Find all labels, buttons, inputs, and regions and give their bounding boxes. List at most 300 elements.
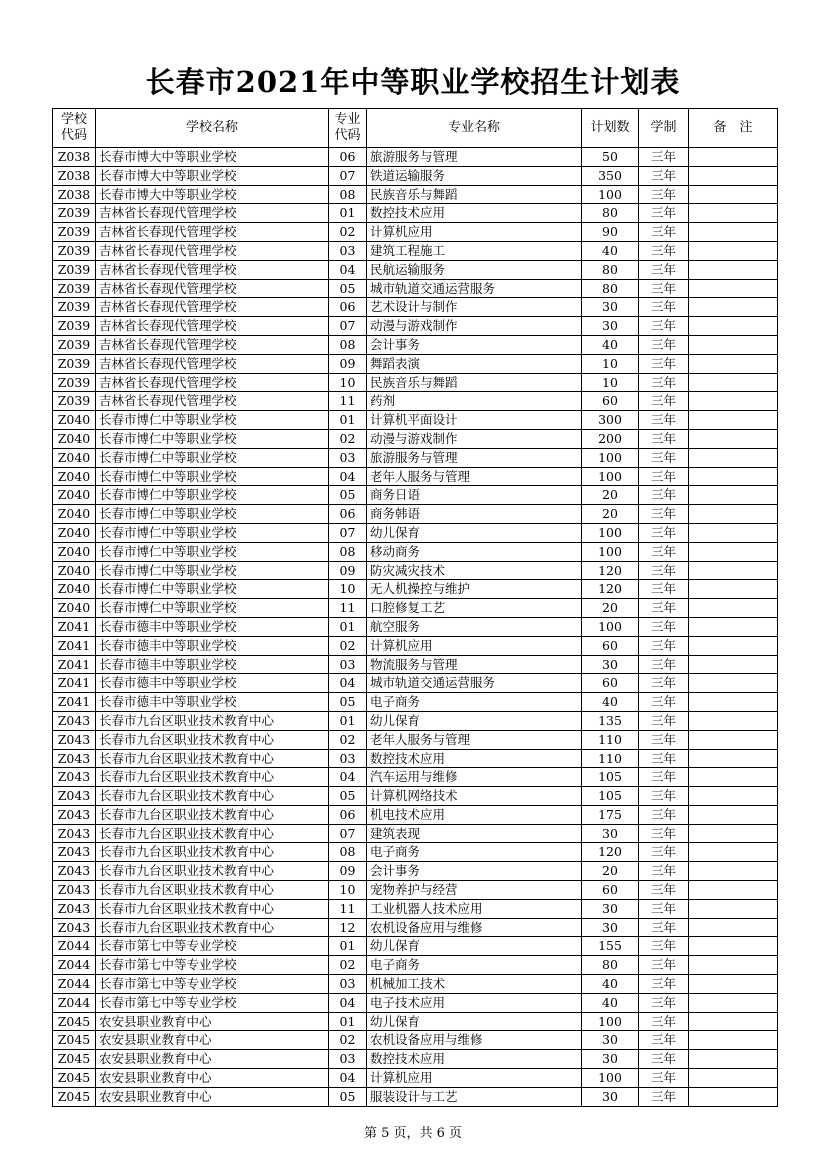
school-code-cell: Z039: [53, 260, 96, 279]
table-row: [53, 429, 778, 448]
table-row: [53, 711, 778, 730]
major-name-cell: 计算机应用: [367, 636, 582, 655]
table-row: [53, 1050, 778, 1069]
school-code-cell: Z043: [53, 787, 96, 806]
remarks-cell: [689, 674, 778, 693]
duration-cell: 三年: [639, 674, 689, 693]
remarks-cell: [689, 693, 778, 712]
school-name-cell: 长春市九台区职业技术教育中心: [96, 881, 329, 900]
duration-cell: 三年: [639, 392, 689, 411]
school-code-cell: Z045: [53, 1031, 96, 1050]
duration-cell: 三年: [639, 411, 689, 430]
major-name-cell: 服装设计与工艺: [367, 1087, 582, 1106]
table-row: [53, 298, 778, 317]
plan-count-cell: 50: [582, 148, 639, 167]
plan-count-cell: 30: [582, 1087, 639, 1106]
table-row: [53, 881, 778, 900]
major-name-cell: 商务日语: [367, 486, 582, 505]
school-code-cell: Z040: [53, 523, 96, 542]
major-name-cell: 老年人服务与管理: [367, 467, 582, 486]
plan-count-cell: 40: [582, 975, 639, 994]
duration-cell: 三年: [639, 711, 689, 730]
duration-cell: 三年: [639, 975, 689, 994]
school-code-cell: Z045: [53, 1050, 96, 1069]
table-row: [53, 937, 778, 956]
major-code-cell: 07: [329, 166, 367, 185]
major-name-cell: 幼儿保育: [367, 711, 582, 730]
plan-count-cell: 100: [582, 185, 639, 204]
table-row: [53, 204, 778, 223]
major-name-cell: 民航运输服务: [367, 260, 582, 279]
major-name-cell: 电子商务: [367, 956, 582, 975]
major-code-cell: 05: [329, 693, 367, 712]
duration-cell: 三年: [639, 730, 689, 749]
school-name-cell: 吉林省长春现代管理学校: [96, 260, 329, 279]
table-row: [53, 1087, 778, 1106]
school-code-cell: Z038: [53, 166, 96, 185]
remarks-cell: [689, 730, 778, 749]
major-name-cell: 数控技术应用: [367, 1050, 582, 1069]
plan-count-cell: 110: [582, 730, 639, 749]
duration-cell: 三年: [639, 260, 689, 279]
school-code-cell: Z040: [53, 429, 96, 448]
school-name-cell: 长春市博仁中等职业学校: [96, 505, 329, 524]
duration-cell: 三年: [639, 824, 689, 843]
major-name-cell: 机械加工技术: [367, 975, 582, 994]
major-code-cell: 01: [329, 411, 367, 430]
remarks-cell: [689, 580, 778, 599]
major-name-cell: 计算机网络技术: [367, 787, 582, 806]
school-name-cell: 吉林省长春现代管理学校: [96, 317, 329, 336]
school-name-cell: 长春市博仁中等职业学校: [96, 542, 329, 561]
duration-cell: 三年: [639, 505, 689, 524]
major-code-cell: 01: [329, 617, 367, 636]
plan-count-cell: 100: [582, 523, 639, 542]
major-name-cell: 计算机应用: [367, 1069, 582, 1088]
school-name-cell: 长春市博仁中等职业学校: [96, 467, 329, 486]
table-row: [53, 542, 778, 561]
table-row: [53, 1031, 778, 1050]
school-name-cell: 长春市九台区职业技术教育中心: [96, 768, 329, 787]
duration-cell: 三年: [639, 486, 689, 505]
table-row: [53, 636, 778, 655]
remarks-cell: [689, 354, 778, 373]
plan-count-cell: 350: [582, 166, 639, 185]
page-title: 长春市2021年中等职业学校招生计划表: [145, 65, 681, 99]
table-row: [53, 335, 778, 354]
major-code-cell: 09: [329, 354, 367, 373]
school-code-cell: Z039: [53, 354, 96, 373]
school-name-cell: 长春市博仁中等职业学校: [96, 561, 329, 580]
school-name-cell: 吉林省长春现代管理学校: [96, 335, 329, 354]
school-name-cell: 长春市九台区职业技术教育中心: [96, 787, 329, 806]
school-code-cell: Z043: [53, 918, 96, 937]
header-row: [53, 109, 778, 148]
plan-count-cell: 30: [582, 918, 639, 937]
remarks-cell: [689, 486, 778, 505]
school-name-cell: 农安县职业教育中心: [96, 1069, 329, 1088]
school-name-cell: 农安县职业教育中心: [96, 1031, 329, 1050]
table-row: [53, 561, 778, 580]
remarks-cell: [689, 843, 778, 862]
remarks-cell: [689, 166, 778, 185]
school-name-cell: 长春市德丰中等职业学校: [96, 636, 329, 655]
remarks-cell: [689, 599, 778, 618]
table-row: [53, 655, 778, 674]
major-name-cell: 计算机应用: [367, 223, 582, 242]
major-code-cell: 07: [329, 523, 367, 542]
remarks-cell: [689, 279, 778, 298]
remarks-cell: [689, 148, 778, 167]
major-name-cell: 工业机器人技术应用: [367, 899, 582, 918]
school-code-cell: Z043: [53, 711, 96, 730]
major-name-cell: 动漫与游戏制作: [367, 429, 582, 448]
remarks-cell: [689, 1031, 778, 1050]
school-code-cell: Z043: [53, 899, 96, 918]
school-name-cell: 农安县职业教育中心: [96, 1050, 329, 1069]
duration-cell: 三年: [639, 298, 689, 317]
major-name-cell: 会计事务: [367, 335, 582, 354]
school-name-cell: 长春市博仁中等职业学校: [96, 411, 329, 430]
school-code-cell: Z041: [53, 674, 96, 693]
major-code-cell: 05: [329, 279, 367, 298]
remarks-cell: [689, 1050, 778, 1069]
table-row: [53, 749, 778, 768]
major-code-cell: 01: [329, 204, 367, 223]
plan-count-cell: 20: [582, 599, 639, 618]
plan-count-cell: 100: [582, 448, 639, 467]
major-name-cell: 电子商务: [367, 843, 582, 862]
duration-cell: 三年: [639, 805, 689, 824]
page-number: 第 5 页，共 6 页: [363, 1126, 463, 1141]
plan-count-cell: 60: [582, 636, 639, 655]
school-code-cell: Z040: [53, 599, 96, 618]
school-code-cell: Z039: [53, 223, 96, 242]
school-code-cell: Z043: [53, 730, 96, 749]
school-code-cell: Z040: [53, 580, 96, 599]
duration-cell: 三年: [639, 523, 689, 542]
school-name-cell: 长春市德丰中等职业学校: [96, 674, 329, 693]
duration-cell: 三年: [639, 636, 689, 655]
school-code-cell: Z040: [53, 467, 96, 486]
major-code-cell: 11: [329, 899, 367, 918]
duration-cell: 三年: [639, 956, 689, 975]
major-name-cell: 艺术设计与制作: [367, 298, 582, 317]
major-code-cell: 01: [329, 711, 367, 730]
plan-count-cell: 40: [582, 241, 639, 260]
table-row: [53, 148, 778, 167]
school-name-cell: 长春市博仁中等职业学校: [96, 429, 329, 448]
major-name-cell: 航空服务: [367, 617, 582, 636]
duration-cell: 三年: [639, 655, 689, 674]
duration-cell: 三年: [639, 317, 689, 336]
remarks-cell: [689, 975, 778, 994]
remarks-cell: [689, 711, 778, 730]
table-row: [53, 599, 778, 618]
remarks-cell: [689, 805, 778, 824]
table-row: [53, 448, 778, 467]
plan-count-cell: 40: [582, 993, 639, 1012]
major-code-cell: 02: [329, 223, 367, 242]
school-code-cell: Z039: [53, 241, 96, 260]
school-name-cell: 长春市九台区职业技术教育中心: [96, 899, 329, 918]
duration-cell: 三年: [639, 148, 689, 167]
school-code-cell: Z044: [53, 937, 96, 956]
school-name-cell: 长春市九台区职业技术教育中心: [96, 749, 329, 768]
duration-cell: 三年: [639, 373, 689, 392]
plan-count-cell: 30: [582, 1031, 639, 1050]
school-code-cell: Z039: [53, 317, 96, 336]
major-code-cell: 02: [329, 730, 367, 749]
school-code-cell: Z043: [53, 749, 96, 768]
plan-count-cell: 120: [582, 843, 639, 862]
major-name-cell: 宠物养护与经营: [367, 881, 582, 900]
school-code-cell: Z041: [53, 636, 96, 655]
major-code-cell: 03: [329, 749, 367, 768]
major-code-cell: 09: [329, 561, 367, 580]
table-row: [53, 805, 778, 824]
plan-count-cell: 100: [582, 467, 639, 486]
school-name-cell: 长春市博大中等职业学校: [96, 185, 329, 204]
duration-cell: 三年: [639, 693, 689, 712]
remarks-cell: [689, 505, 778, 524]
major-name-cell: 幼儿保育: [367, 1012, 582, 1031]
plan-count-cell: 10: [582, 354, 639, 373]
school-name-cell: 长春市博仁中等职业学校: [96, 580, 329, 599]
table-row: [53, 918, 778, 937]
plan-count-cell: 155: [582, 937, 639, 956]
remarks-cell: [689, 448, 778, 467]
school-code-cell: Z043: [53, 881, 96, 900]
major-code-cell: 06: [329, 298, 367, 317]
duration-cell: 三年: [639, 768, 689, 787]
major-name-cell: 民族音乐与舞蹈: [367, 373, 582, 392]
remarks-cell: [689, 411, 778, 430]
duration-cell: 三年: [639, 241, 689, 260]
plan-count-cell: 40: [582, 693, 639, 712]
school-code-cell: Z043: [53, 768, 96, 787]
school-code-cell: Z039: [53, 279, 96, 298]
major-code-cell: 10: [329, 881, 367, 900]
table-row: [53, 166, 778, 185]
table-row: [53, 824, 778, 843]
table-row: [53, 580, 778, 599]
table-row: [53, 1069, 778, 1088]
major-code-cell: 03: [329, 975, 367, 994]
major-name-cell: 民族音乐与舞蹈: [367, 185, 582, 204]
duration-cell: 三年: [639, 862, 689, 881]
major-code-cell: 06: [329, 805, 367, 824]
plan-count-cell: 60: [582, 392, 639, 411]
table-row: [53, 392, 778, 411]
school-name-cell: 吉林省长春现代管理学校: [96, 204, 329, 223]
duration-cell: 三年: [639, 1031, 689, 1050]
major-name-cell: 汽车运用与维修: [367, 768, 582, 787]
table-row: [53, 185, 778, 204]
major-name-cell: 数控技术应用: [367, 204, 582, 223]
remarks-cell: [689, 542, 778, 561]
school-code-cell: Z043: [53, 824, 96, 843]
school-name-cell: 长春市德丰中等职业学校: [96, 655, 329, 674]
duration-cell: 三年: [639, 1069, 689, 1088]
major-name-cell: 防灾减灾技术: [367, 561, 582, 580]
school-name-cell: 长春市博仁中等职业学校: [96, 599, 329, 618]
plan-count-cell: 105: [582, 768, 639, 787]
duration-cell: 三年: [639, 561, 689, 580]
remarks-cell: [689, 1087, 778, 1106]
remarks-cell: [689, 1012, 778, 1031]
major-name-cell: 铁道运输服务: [367, 166, 582, 185]
duration-cell: 三年: [639, 749, 689, 768]
major-name-cell: 动漫与游戏制作: [367, 317, 582, 336]
table-row: [53, 241, 778, 260]
school-name-cell: 长春市九台区职业技术教育中心: [96, 730, 329, 749]
major-name-cell: 建筑表现: [367, 824, 582, 843]
school-name-cell: 长春市第七中等专业学校: [96, 975, 329, 994]
table-row: [53, 843, 778, 862]
table-row: [53, 354, 778, 373]
plan-count-cell: 100: [582, 542, 639, 561]
remarks-cell: [689, 561, 778, 580]
school-name-cell: 农安县职业教育中心: [96, 1087, 329, 1106]
school-name-cell: 长春市德丰中等职业学校: [96, 693, 329, 712]
school-code-cell: Z041: [53, 617, 96, 636]
school-code-cell: Z038: [53, 185, 96, 204]
major-code-cell: 04: [329, 993, 367, 1012]
school-code-cell: Z041: [53, 655, 96, 674]
remarks-cell: [689, 523, 778, 542]
duration-cell: 三年: [639, 185, 689, 204]
duration-cell: 三年: [639, 1012, 689, 1031]
school-name-cell: 长春市九台区职业技术教育中心: [96, 805, 329, 824]
major-code-cell: 06: [329, 148, 367, 167]
plan-count-cell: 30: [582, 824, 639, 843]
duration-cell: 三年: [639, 918, 689, 937]
major-code-cell: 03: [329, 655, 367, 674]
major-code-cell: 02: [329, 1031, 367, 1050]
major-name-cell: 药剂: [367, 392, 582, 411]
major-code-cell: 02: [329, 636, 367, 655]
major-name-cell: 商务韩语: [367, 505, 582, 524]
major-code-cell: 04: [329, 467, 367, 486]
major-code-cell: 11: [329, 392, 367, 411]
table-row: [53, 467, 778, 486]
duration-cell: 三年: [639, 843, 689, 862]
plan-count-cell: 20: [582, 862, 639, 881]
remarks-cell: [689, 317, 778, 336]
plan-count-cell: 90: [582, 223, 639, 242]
major-code-cell: 02: [329, 956, 367, 975]
major-name-cell: 移动商务: [367, 542, 582, 561]
plan-count-cell: 60: [582, 674, 639, 693]
duration-cell: 三年: [639, 448, 689, 467]
remarks-cell: [689, 392, 778, 411]
school-code-cell: Z040: [53, 448, 96, 467]
remarks-cell: [689, 1069, 778, 1088]
school-name-cell: 吉林省长春现代管理学校: [96, 298, 329, 317]
school-code-cell: Z040: [53, 542, 96, 561]
plan-count-cell: 30: [582, 899, 639, 918]
school-code-cell: Z039: [53, 298, 96, 317]
table-row: [53, 674, 778, 693]
school-code-cell: Z041: [53, 693, 96, 712]
table-row: [53, 956, 778, 975]
major-code-cell: 08: [329, 542, 367, 561]
school-name-cell: 长春市第七中等专业学校: [96, 993, 329, 1012]
school-code-cell: Z039: [53, 373, 96, 392]
school-code-cell: Z043: [53, 805, 96, 824]
school-name-cell: 长春市博仁中等职业学校: [96, 523, 329, 542]
school-code-cell: Z040: [53, 561, 96, 580]
school-code-cell: Z044: [53, 975, 96, 994]
major-code-cell: 06: [329, 505, 367, 524]
school-code-cell: Z045: [53, 1087, 96, 1106]
duration-cell: 三年: [639, 599, 689, 618]
school-code-cell: Z044: [53, 956, 96, 975]
school-name-cell: 吉林省长春现代管理学校: [96, 279, 329, 298]
table-row: [53, 373, 778, 392]
school-name-cell: 长春市博仁中等职业学校: [96, 486, 329, 505]
major-name-cell: 幼儿保育: [367, 937, 582, 956]
major-code-cell: 05: [329, 787, 367, 806]
school-code-cell: Z043: [53, 862, 96, 881]
table-row: [53, 317, 778, 336]
major-code-cell: 11: [329, 599, 367, 618]
table-row: [53, 975, 778, 994]
plan-count-cell: 20: [582, 486, 639, 505]
school-name-cell: 长春市博仁中等职业学校: [96, 448, 329, 467]
major-name-cell: 物流服务与管理: [367, 655, 582, 674]
table-row: [53, 730, 778, 749]
header-major-name: 专业名称: [367, 109, 582, 148]
school-name-cell: 吉林省长春现代管理学校: [96, 241, 329, 260]
school-code-cell: Z039: [53, 204, 96, 223]
school-code-cell: Z045: [53, 1069, 96, 1088]
school-name-cell: 长春市九台区职业技术教育中心: [96, 918, 329, 937]
duration-cell: 三年: [639, 1087, 689, 1106]
school-name-cell: 长春市九台区职业技术教育中心: [96, 843, 329, 862]
major-name-cell: 计算机平面设计: [367, 411, 582, 430]
remarks-cell: [689, 373, 778, 392]
remarks-cell: [689, 467, 778, 486]
major-name-cell: 电子技术应用: [367, 993, 582, 1012]
major-name-cell: 电子商务: [367, 693, 582, 712]
major-code-cell: 04: [329, 674, 367, 693]
school-name-cell: 农安县职业教育中心: [96, 1012, 329, 1031]
plan-count-cell: 120: [582, 561, 639, 580]
plan-count-cell: 200: [582, 429, 639, 448]
major-name-cell: 城市轨道交通运营服务: [367, 279, 582, 298]
plan-count-cell: 80: [582, 260, 639, 279]
table-header: [53, 109, 778, 148]
plan-count-cell: 40: [582, 335, 639, 354]
major-name-cell: 幼儿保育: [367, 523, 582, 542]
major-name-cell: 机电技术应用: [367, 805, 582, 824]
duration-cell: 三年: [639, 580, 689, 599]
school-code-cell: Z045: [53, 1012, 96, 1031]
table-row: [53, 260, 778, 279]
school-code-cell: Z040: [53, 411, 96, 430]
remarks-cell: [689, 768, 778, 787]
table-row: [53, 787, 778, 806]
header-school-name: 学校名称: [96, 109, 329, 148]
major-code-cell: 01: [329, 937, 367, 956]
school-name-cell: 长春市第七中等专业学校: [96, 956, 329, 975]
major-code-cell: 07: [329, 317, 367, 336]
major-name-cell: 农机设备应用与维修: [367, 1031, 582, 1050]
duration-cell: 三年: [639, 429, 689, 448]
major-code-cell: 08: [329, 335, 367, 354]
